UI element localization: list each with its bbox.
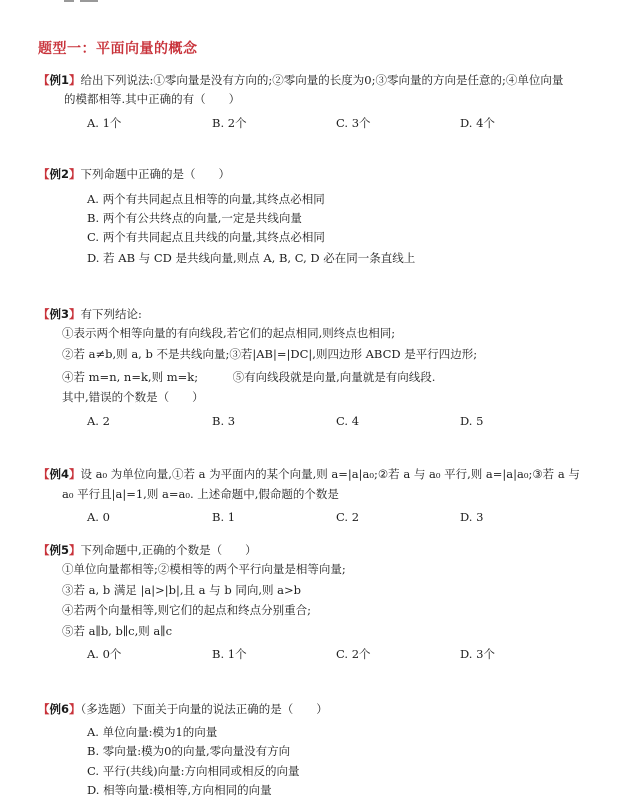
example-1-line-1: 【例1】给出下列说法:①零向量是没有方向的;②零向量的长度为0;③零向量的方向是任意的;④单位向量 — [38, 73, 564, 87]
example-5-line-2: ①单位向量都相等;②模相等的两个平行向量是相等向量; — [62, 562, 346, 576]
example-3-option-a: A. 2 — [87, 414, 110, 428]
example-3-option-c: C. 4 — [336, 414, 360, 428]
example-3-line-4: ④若 m=n, n=k,则 m=k; ⑤有向线段就是向量,向量就是有向线段. — [62, 370, 436, 384]
example-2-option-b: B. 两个有公共终点的向量,一定是共线向量 — [87, 211, 302, 225]
example-6-option-c: C. 平行(共线)向量:方向相同或相反的向量 — [87, 764, 300, 778]
example-4-option-b: B. 1 — [212, 510, 236, 524]
example-4-line-1: 【例4】设 a₀ 为单位向量,①若 a 为平面内的某个向量,则 a=|a|a₀;②若 a 与 a₀ 平行,则 a=|a|a₀;③若 a 与 — [38, 467, 580, 481]
example-6-option-b: B. 零向量:模为0的向量,零向量没有方向 — [87, 744, 291, 758]
example-5-line-4: ④若两个向量相等,则它们的起点和终点分别重合; — [62, 603, 312, 617]
example-1-tag: 【例1】 — [38, 73, 81, 87]
example-6-line-1: 【例6】（多选题）下面关于向量的说法正确的是（ ） — [38, 702, 328, 716]
example-2-option-a: A. 两个有共同起点且相等的向量,其终点必相同 — [87, 192, 325, 206]
example-5-tag: 【例5】 — [38, 543, 81, 557]
example-4-tag: 【例4】 — [38, 467, 81, 481]
example-1-option-c: C. 3个 — [336, 116, 371, 130]
example-4-option-d: D. 3 — [460, 510, 484, 524]
section-title: 题型一：平面向量的概念 — [38, 41, 198, 57]
example-2-line-1: 【例2】下列命题中正确的是（ ） — [38, 167, 231, 181]
example-4-option-a: A. 0 — [87, 510, 110, 524]
example-5-line-3: ③若 a, b 满足 |a|>|b|,且 a 与 b 同向,则 a>b — [62, 583, 302, 597]
example-1-line-2: 的模都相等.其中正确的有（ ） — [64, 92, 241, 106]
example-4-option-c: C. 2 — [336, 510, 360, 524]
example-3-option-d: D. 5 — [460, 414, 484, 428]
example-2-option-d: D. 若 AB 与 CD 是共线向量,则点 A, B, C, D 必在同一条直线上 — [87, 251, 416, 265]
example-1-option-b: B. 2个 — [212, 116, 247, 130]
example-1-option-a: A. 1个 — [87, 116, 122, 130]
example-5-option-d: D. 3个 — [460, 647, 495, 661]
example-3-option-b: B. 3 — [212, 414, 236, 428]
example-6-option-a: A. 单位向量:模为1的向量 — [87, 725, 218, 739]
example-5-option-b: B. 1个 — [212, 647, 247, 661]
example-3-line-5: 其中,错误的个数是（ ） — [62, 390, 204, 404]
example-5-option-c: C. 2个 — [336, 647, 371, 661]
example-6-option-d: D. 相等向量:模相等,方向相同的向量 — [87, 783, 272, 797]
example-5-line-5: ⑤若 a∥b, b∥c,则 a∥c — [62, 624, 173, 638]
example-5-line-1: 【例5】下列命题中,正确的个数是（ ） — [38, 543, 257, 557]
example-1-option-d: D. 4个 — [460, 116, 495, 130]
example-3-line-3: ②若 a≠b,则 a, b 不是共线向量;③若|AB|=|DC|,则四边形 ABCD 是平行四边形; — [62, 347, 478, 361]
example-3-line-2: ①表示两个相等向量的有向线段,若它们的起点相同,则终点也相同; — [62, 326, 396, 340]
example-2-tag: 【例2】 — [38, 167, 81, 181]
example-3-tag: 【例3】 — [38, 307, 81, 321]
example-2-option-c: C. 两个有共同起点且共线的向量,其终点必相同 — [87, 230, 325, 244]
example-6-tag: 【例6】 — [38, 702, 81, 716]
example-5-option-a: A. 0个 — [87, 647, 122, 661]
example-4-line-2: a₀ 平行且|a|=1,则 a=a₀. 上述命题中,假命题的个数是 — [62, 487, 339, 501]
example-3-line-1: 【例3】有下列结论: — [38, 307, 142, 321]
top-edge-marks — [64, 0, 124, 4]
